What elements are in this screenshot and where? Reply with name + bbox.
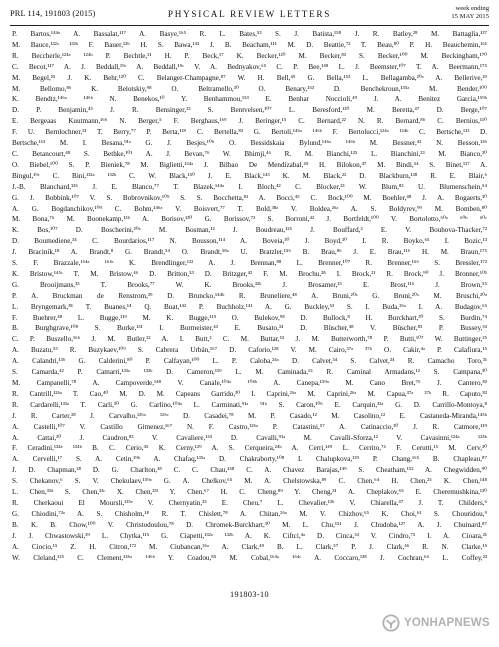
author-line: Bertsche,¹¹³ M. I. Besana,⁹¹ᵃ G. J. Besjes,¹⁰⁶ O. Bessidskaia Bylund,¹⁴⁶ᵃ ¹⁴⁶ᵇ M. Bessner,⁴² N. Besson,¹³⁶ [12,139,487,148]
author-line: J. Bracinik,¹⁸ A. Brandt,⁸ G. Brandt,⁵⁴ O. Brandt,⁵⁸ᵃ U. Bratzler,¹⁵⁶ B. Brau,⁸⁶ J. E. Brau,¹¹⁶ H. M. Braun,¹⁷⁵ [12,248,487,257]
author-line: S. Chekanov,⁶ S. V. Chekulaev,¹⁵⁹ᵃ G. A. Chelkov,⁶⁵ M. A. Chelstowska,⁸⁹ C. Chen,⁶⁴ H. Chen,²⁵ K. Chen,¹⁴⁸ [12,477,487,486]
author-line: S. Camarda,⁴² P. Camarri,¹³³ᵃ ¹³³ᵇ D. Cameron,¹¹⁹ L. M. Caminada,¹⁵ R. Caminal Armadans,¹² S. Campana,³⁰ [12,368,487,377]
author-line: J. D. Chapman,²⁸ D. G. Charlton,¹⁸ C. C. Chau,¹⁵⁸ C. A. Chavez Barajas,¹⁴⁹ S. Cheatham,¹⁵² A. Chegwidden,⁹⁰ [12,466,487,475]
journal-citation: PRL 114, 191803 (2015) [10,9,96,18]
author-line: G. Chiodini,⁷³ᵃ A. S. Chisholm,¹⁸ R. T. Chislett,⁷⁸ A. Chitan,²⁶ᵃ M. V. Chizhov,⁶⁵ K. Choi,⁶¹ S. Chouridou,⁹ [12,509,487,518]
watermark [380,605,496,643]
author-line: D. Boumediene,³⁴ C. Bourdarios,¹¹⁷ N. Bousson,¹¹⁴ A. Boveia,³⁰ J. Boyd,³⁰ I. R. Boyko,⁶⁵ I. Bozic,¹³ [12,237,487,246]
watermark-text: YONHAPNEWS [404,617,490,629]
author-line: M. Bellomo,⁸⁶ K. Belotskiy,⁹⁸ O. Beltramello,³⁰ O. Benary,¹⁵³ D. Benchekroun,¹³⁵ᵃ M. Bender,¹⁰⁰ [12,84,487,93]
author-line: K. Bristow,¹⁴⁵ᶜ T. M. Bristow,⁴⁶ D. Britton,⁵³ D. Britzger,⁴² F. M. Brochu,²⁸ I. Brock,²¹ R. Brock,⁹⁰ J. Bronner,¹⁰¹ [12,269,487,278]
author-line: F. U. Bernlochner,²¹ T. Berry,⁷⁷ P. Berta,¹²⁹ C. Bertella,⁸³ G. Bertoli,¹⁴⁶ᵃ ¹⁴⁶ᵇ F. Bertolucci,¹²⁴ᵃ ¹²⁴ᵇ C. Bertsche,¹¹³ D. [12,128,487,137]
author-line: P. A. Bruckman de Renstrom,³⁹ D. Bruncko,¹⁴⁴ᵇ R. Bruneliere,⁴⁸ A. Bruni,²⁰ᵃ G. Bruni,²⁰ᵃ M. Bruschi,²⁰ᵃ [12,291,487,300]
author-list [12,29,487,563]
author-line: E. Bergeaas Kuutmann,¹⁶⁶ N. Berger,⁵ F. Berghaus,¹⁶⁹ J. Beringer,¹⁵ C. Bernard,²² N. R. Bernard,⁸⁶ C. Bernius,¹¹⁰ [12,117,487,126]
issue-date [451,5,489,21]
author-line: A. Castelli,¹⁰⁷ V. Castillo Gimenez,¹⁶⁷ N. F. Castro,¹²⁶ᵃ P. Catastini,⁵⁷ A. Catinaccio,³⁰ J. R. Catmore,¹¹⁹ [12,422,487,431]
author-line: O. Biebel,¹⁰⁰ S. P. Bieniek,⁷⁸ M. Biglietti,¹³⁴ᵃ J. Bilbao De Mendizabal,⁴⁹ H. Bilokon,⁴⁷ M. Bindi,⁵⁴ S. Binet,¹¹⁷ A. [12,160,487,169]
author-line: A. Cervelli,¹⁷ S. A. Cetin,¹⁹ᵇ A. Chafaq,¹³⁵ᵃ D. Chakraborty,¹⁰⁸ I. Chalupkova,¹²⁹ P. Chang,¹⁶⁵ B. Chapleau,⁸⁷ [12,455,487,464]
author-line: L. Bryngemark,⁸¹ T. Buanes,¹⁴ Q. Buat,¹⁴² P. Buchholz,¹⁴¹ A. G. Buckley,⁵³ S. I. Buda,²⁶ᵃ I. A. Budagov,⁶⁵ [12,302,487,311]
author-line: J.-B. Blanchard,¹³⁶ J. E. Blanco,⁷⁷ T. Blazek,¹⁴⁴ᵃ I. Bloch,⁴² C. Blocker,²³ W. Blum,⁸³ U. Blumenschein,⁵⁴ [12,182,487,191]
page-number: 191803-10 [229,590,270,599]
author-line: F. Buehrer,⁴⁸ L. Bugge,¹¹⁹ M. K. Bugge,¹¹⁹ O. Bulekov,⁹⁸ D. Bullock,⁸ H. Burckhart,³⁰ S. Burdin,⁷⁴ [12,313,487,322]
yonhap-logo-icon [382,614,400,632]
author-line: K. Bendtz,¹⁴⁶ᵃ ¹⁴⁶ᵇ N. Benekos,¹⁰ Y. Benhammou,¹⁵³ E. Benhar Noccioli,⁴⁹ J. A. Benitez Garcia,¹⁵⁹ᵇ [12,95,487,104]
author-line: W. Cleland,¹²⁵ C. Clement,¹⁴⁶ᵃ ¹⁴⁶ᵇ Y. Coadou,⁸⁵ M. Cobal,¹⁶⁴ᵃ ¹⁶⁴ᶜ A. Coccaro,¹³⁸ J. Cochran,⁶⁴ L. Coffey,²³ [12,553,487,562]
author-line: L. Chen,³³ᵈ S. Chen,³³ᶜ X. Chen,³³ᶠ Y. Chen,⁶⁷ H. C. Cheng,⁸⁹ Y. Cheng,³¹ A. Cheplakov,⁶⁵ E. Cheremushkina,¹³⁰ [12,488,487,497]
author-line: C. P. Buszello,¹⁶⁶ J. M. Butler,²² A. I. Butt,³ C. M. Buttar,⁵³ J. M. Butterworth,⁷⁸ P. Butti,¹⁰⁷ W. Buttinger,²⁵ [12,335,487,344]
author-line: M. Bona,⁷⁶ M. Boonekamp,¹³⁶ A. Borisov,¹³⁰ G. Borissov,⁷² S. Borroni,⁴² J. Bortfeldt,¹⁰⁰ V. Bortolotto,⁶⁰ᵃ ⁶⁰ᵇ ⁶⁰ᶜ [12,215,487,224]
author-line: A. Ciocio,¹⁵ Z. H. Citron,¹⁷² M. Ciubancan,²⁶ᵃ A. Clark,⁴⁹ B. L. Clark,⁵⁷ P. J. Clark,⁴⁶ R. N. Clarke,¹⁵ [12,542,487,551]
author-line: G. J. Bobbink,¹⁰⁷ V. S. Bobrovnikov,¹⁰⁹ S. S. Bocchetta,⁸¹ A. Bocci,⁴⁵ C. Bock,¹⁰⁰ M. Boehler,⁴⁸ J. A. Bogaerts,³⁰ [12,193,487,202]
week-ending-label: week ending [455,5,489,12]
author-line: C. Betancourt,⁴⁸ S. Bethke,¹⁰¹ A. J. Bevan,⁷⁶ W. Bhimji,⁴⁶ R. M. Bianchi,¹²⁵ L. Bianchini,²³ M. Bianco,³⁰ [12,149,487,158]
author-line: Bingul,¹⁹ᶜ C. Bini,¹³²ᵃ ¹³²ᵇ C. W. Black,¹⁵⁰ J. E. Black,¹⁴³ K. M. Black,²² D. Blackburn,¹³⁸ R. E. Blair,⁶ [12,171,487,180]
author-line: C. Becot,¹¹⁷ A. J. Beddall,¹⁹ᶜ A. Beddall,¹⁹ᶜ V. A. Bednyakov,⁶⁵ C. P. Bee,¹⁴⁸ L. J. Beemster,¹⁰⁷ T. A. Beermann,¹⁷⁵ [12,62,487,71]
author-line: R. Cardarelli,¹³³ᵃ T. Carli,³⁰ G. Carlino,¹⁰⁴ᵃ L. Carminati,⁹¹ᵃ ⁹¹ᵇ S. Caron,¹⁰⁶ E. Carquin,³²ᵃ G. D. Carrillo-Montoya,⁸ [12,400,487,409]
author-line: D. P. Benjamin,⁴⁵ J. R. Bensinger,²³ S. Bentvelsen,¹⁰⁷ L. Beresford,¹²⁰ M. Beretta,⁴⁷ D. Berge,¹⁰⁷ [12,106,487,115]
author-line: J. R. Carter,²⁸ J. Carvalho,¹²⁶ᵃ ¹²⁶ᶜ D. Casadei,⁷⁸ M. P. Casado,¹² M. Casolino,¹² E. Castaneda-Miranda,¹⁴⁵ᵇ [12,411,487,420]
author-line: R. Beccherle,¹²⁴ᵃ ¹²⁴ᵇ P. Bechtle,²¹ H. P. Beck,¹⁷ K. Becker,¹²⁰ M. Becker,⁸³ S. Becker,¹⁰⁰ M. Beckingham,¹⁷⁰ [12,51,487,60]
author-line: R. Cherkaoui El Moursli,¹³⁵ᵉ V. Chernyatin,²⁵ E. Cheu,⁷ L. Chevalier,¹³⁶ V. Chiarella,⁴⁷ J. T. Childers,⁶ [12,498,487,507]
author-line: G. Brooijmans,³⁵ T. Brooks,⁷⁷ W. K. Brooks,³²ᵇ J. Brosamer,¹⁵ E. Brost,¹¹⁶ J. Brown,⁵⁵ [12,280,487,289]
journal-title: PHYSICAL REVIEW LETTERS [167,9,332,19]
author-line: F. Ceradini,¹³⁴ᵃ ¹³⁴ᵇ B. C. Cerio,⁴⁵ K. Cerny,¹²⁹ A. S. Cerqueira,²⁴ᵇ A. Cerri,¹⁴⁹ L. Cerrito,⁷⁶ F. Cerutti,¹⁵ M. Cerv,³⁰ [12,444,487,453]
author-line: B. Burghgrave,¹⁰⁸ S. Burke,¹³¹ I. Burmeister,⁴³ E. Busato,³⁴ D. Büscher,⁴⁸ V. Büscher,⁸³ P. Bussey,⁵³ [12,324,487,333]
header-rule [10,25,489,26]
author-line: M. Campanelli,⁷⁸ A. Campoverde,¹⁴⁸ V. Canale,¹⁰⁴ᵃ ¹⁰⁴ᵇ A. Canepa,¹⁵⁹ᵃ M. Cano Bret,⁷⁶ J. Cantero,⁸² [12,379,487,387]
author-line: M. Begel,²⁵ J. K. Behr,¹²⁰ C. Belanger-Champagne,⁸⁷ W. H. Bell,⁴⁹ G. Bella,¹⁵³ L. Bellagamba,²⁰ᵃ A. Bellerive,²⁹ [12,73,487,82]
author-line: S. F. Brazzale,¹⁶⁴ᵃ ¹⁶⁴ᶜ K. Brendlinger,¹²² A. J. Brennan,⁸⁸ L. Brenner,¹⁰⁷ R. Brenner,¹⁶⁶ S. Bressler,¹⁷² [12,259,487,268]
author-line: A. Calandri,¹³⁶ G. Calderini,⁸⁰ P. Calfayan,¹⁰⁰ L. P. Caloba,²⁴ᵃ D. Calvet,³⁴ S. Calvet,³⁴ R. Camacho Toro,³¹ [12,357,487,366]
author-line: P. Bartos,¹⁴⁴ᵃ A. Bassalat,¹¹⁷ A. Basye,¹⁶⁵ R. L. Bates,⁵³ S. J. Batista,¹⁵⁸ J. R. Batley,²⁸ M. Battaglia,¹³⁷ [12,30,487,38]
author-line: K. Bos,¹⁰⁷ D. Boscherini,²⁰ᵃ M. Bosman,¹² J. Boudreau,¹²⁵ J. Bouffard,² E. V. Bouhova-Thacker,⁷² [12,226,487,235]
author-line: J. J. Chwastowski,³⁹ L. Chytka,¹¹⁵ G. Ciapetti,¹³²ᵃ ¹³²ᵇ A. K. Ciftci,⁴ᵃ D. Cinca,⁵³ V. Cindro,⁷⁵ I. A. Cioara,²¹ [12,531,487,540]
author-line: R. Cantrill,¹²⁶ᵃ T. Cao,⁴⁰ M. D. M. Capeans Garrido,³⁰ I. Caprini,²⁶ᵃ M. Caprini,²⁶ᵃ M. Capua,³⁷ᵃ ³⁷ᵇ R. Caputo,⁸³ [12,389,487,398]
issue-date-value: 15 MAY 2015 [451,13,489,20]
author-line: M. Bauce,¹³²ᵃ ¹³²ᵇ F. Bauer,¹³⁶ H. S. Bawa,¹⁴³ J. B. Beacham,¹¹¹ M. D. Beattie,⁷² T. Beau,⁸⁰ P. H. Beauchemin,¹⁶¹ [12,40,487,49]
author-line: A. Cattai,³⁰ J. Caudron,⁸³ V. Cavaliere,¹⁶⁵ D. Cavalli,⁹¹ᵃ M. Cavalli-Sforza,¹² V. Cavasinni,¹²⁴ᵃ ¹²⁴ᵇ [12,433,487,442]
author-line: A. Buzatu,⁵³ R. Buzykaev,¹⁰⁹ S. Cabrera Urbán,¹⁶⁷ D. Caforio,¹²⁸ V. M. Cairo,³⁷ᵃ ³⁷ᵇ O. Cakir,⁴ᵃ P. Calafiura,¹⁵ [12,346,487,355]
author-line: B. K. B. Chow,¹⁰⁰ V. Christodoulou,⁷⁸ D. Chromek-Burckhart,³⁰ M. L. Chu,¹⁵¹ J. Chudoba,¹²⁷ A. J. Chuinard,⁸⁷ [12,520,487,529]
author-line: A. G. Bogdanchikov,¹⁰⁹ C. Bohm,¹⁴⁶ᵃ V. Boisvert,⁷⁷ T. Bold,³⁸ᵃ V. Boldea,²⁶ᵃ A. S. Boldyrev,⁹⁹ M. Bomben,⁸⁰ [12,204,487,213]
